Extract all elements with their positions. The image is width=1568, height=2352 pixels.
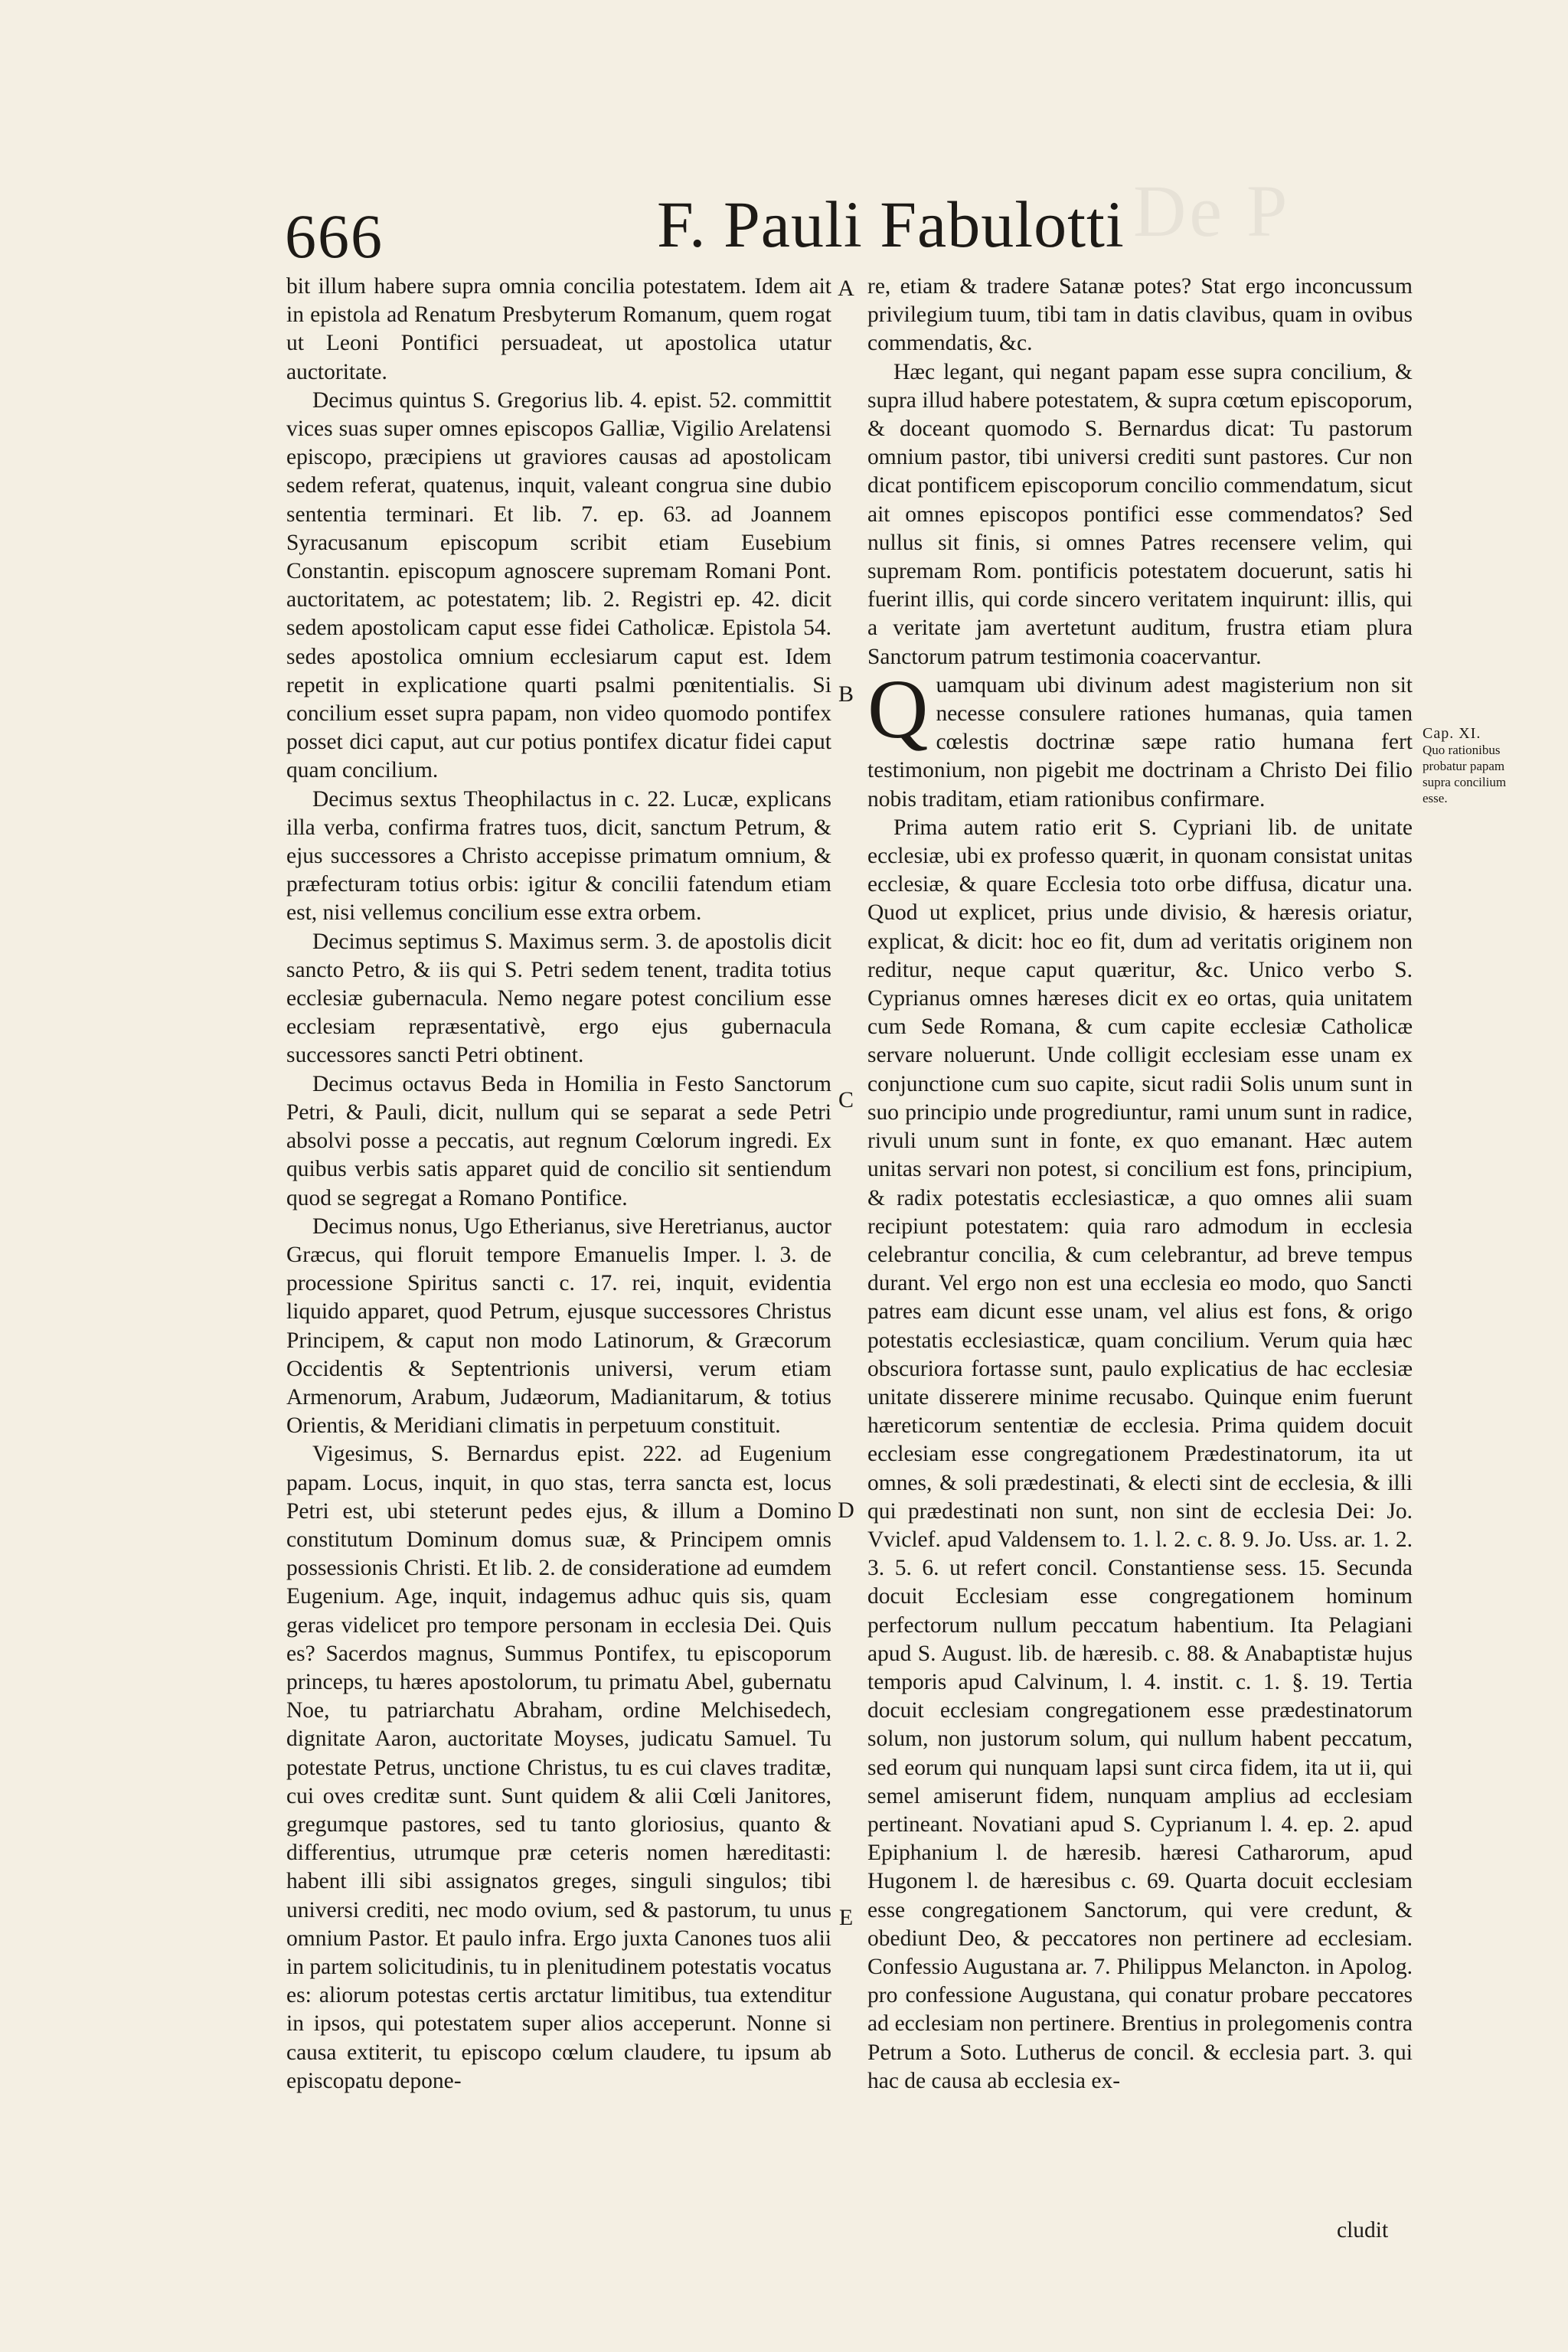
paragraph: Decimus octavus Beda in Homilia in Festo Sanctorum Petri, & Pauli, dicit, nullum qui se separat a sede Petri absolvi posse a peccatis, aut regnum Cœlorum ingredi. Ex quibus verbis satis apparet quid de concilio sit sentiendum quod se segregat a Romano Pontifice.	[286, 1071, 831, 1210]
left-column	[286, 273, 831, 2248]
running-head: F. Pauli Fabulotti	[657, 188, 1125, 261]
margin-letter-e: E	[838, 1905, 854, 1930]
right-column	[867, 273, 1413, 2248]
page-number: 666	[285, 201, 384, 271]
marginal-note-text: Quo rationibus probatur papam supra concilium esse.	[1423, 743, 1507, 805]
paragraph: Decimus nonus, Ugo Etherianus, sive Heretrianus, auctor Græcus, qui floruit tempore Emanuelis Imper. l. 3. de processione Spiritus sancti c. 17. rei, inquit, evidentia liquido apparet, quod Petrum, ejusque successores Christus Principem, & caput non modo Latinorum, & Græcorum Occidentis & Septentrionis universi, verum etiam Armenorum, Arabum, Judæorum, Madianitarum, & totius Orientis, & Meridiani climatis in perpetuum constituit.	[286, 1214, 831, 1439]
paragraph: re, etiam & tradere Satanæ potes? Stat ergo inconcussum privilegium tuum, tibi tam in datis clavibus, quam in ovibus commendatis, &c.	[867, 274, 1413, 356]
paragraph: bit illum habere supra omnia concilia potestatem. Idem ait in epistola ad Renatum Presbyterum Romanum, quem rogat ut Leoni Pontifici persuadeat, ut apostolica utatur auctoritate.	[286, 274, 831, 384]
marginal-note	[1423, 726, 1522, 806]
paragraph: Decimus septimus S. Maximus serm. 3. de apostolis dicit sancto Petro, & iis qui S. Petri sedem tenent, tradita totius ecclesiæ gubernacula. Nemo negare potest concilium esse ecclesiam repræsentativè, ergo ejus gubernacula successores sancti Petri obtinent.	[286, 929, 831, 1068]
margin-letter-d: D	[838, 1498, 854, 1523]
catchword: cludit	[1337, 2218, 1389, 2243]
marginal-note-title: Cap. XI.	[1423, 725, 1481, 742]
chapter-opening	[867, 662, 1413, 814]
paragraph: Vigesimus, S. Bernardus epist. 222. ad Eugenium papam. Locus, inquit, in quo stas, terra sancta est, locus Petri est, ubi steterunt pedes ejus, & illum a Domino constitutum Dominum domus suæ, & Principem omnis possessionis Christi. Et lib. 2. de consideratione ad eumdem Eugenium. Age, inquit, indagemus adhuc quis sis, quam geras videlicet pro tempore personam in ecclesia Dei. Quis es? Sacerdos magnus, Summus Pontifex, tu episcoporum princeps, tu hæres apostolorum, tu primatu Abel, gubernatu Noe, tu patriarchatu Abraham, ordine Melchisedech, dignitate Aaron, auctoritate Moyses, judicatu Samuel. Tu potestate Petrus, unctione Christus, tu es cui claves traditæ, cui oves creditæ sunt. Sunt quidem & alii Cœli Janitores, gregumque pastores, sed tu tanto gloriosius, quanto & differentius, utrumque præ ceteris nomen hæreditasti: habent illi sibi assignatos greges, singuli singulos; tibi universi crediti, nec modo ovium, sed & pastorum, tu unus omnium Pastor. Et paulo infra. Ergo juxta Canones tuos alii in partem solicitudinis, tu in plenitudinem potestatis vocatus es: aliorum potestas certis arctatur limitibus, tua extenditur in ipsos, qui potestatem super alios acceperunt. Nonne si causa extiterit, tu episcopo cœlum claudere, tu ipsum ab episcopatu depone-	[286, 1442, 831, 2093]
paragraph: Decimus quintus S. Gregorius lib. 4. epist. 52. committit vices suas super omnes episcopos Galliæ, Vigilio Arelatensi episcopo, præcipiens ut graviores causas ad apostolicam sedem referat, quatenus, inquit, valeant congrua sine dubio sententia terminari. Et lib. 7. ep. 63. ad Joannem Syracusanum episcopum scribit etiam Eusebium Constantin. episcopum agnoscere supremam Romani Pont. auctoritatem, ac potestatem; lib. 2. Registri ep. 42. dicit sedem apostolicam caput esse fidei Catholicæ. Epistola 54. sedes apostolica omnium ecclesiarum caput est. Idem repetit in explicatione quarti psalmi pœnitentialis. Si concilium esset supra papam, non video quomodo pontifex posset dici caput, aut cur potius pontifex dicatur fidei caput quam concilium.	[286, 387, 831, 783]
show-through-text: De P	[1133, 170, 1291, 252]
margin-letter-c: C	[838, 1087, 854, 1112]
paragraph: Decimus sextus Theophilactus in c. 22. Lucæ, explicans illa verba, confirma fratres tuos, dicit, sanctum Petrum, & ejus successores a Christo accepisse primatum omnium, & præfecturam totius orbis: igitur & concilii fatendum etiam est, nisi vellemus concilium esse extra orbem.	[286, 786, 831, 926]
paragraph: Prima autem ratio erit S. Cypriani lib. de unitate ecclesiæ, ubi ex professo quærit, in quonam consistat unitas ecclesiæ, & quare Ecclesia toto orbe diffusa, dicatur una. Quod ut explicet, prius unde divisio, & hæresis oriatur, explicat, & dicit: hoc eo fit, dum ad veritatis originem non reditur, neque caput quæritur, &c. Unico verbo S. Cyprianus omnes hæreses dicit ex eo ortas, quia unitatem cum Sede Romana, & cum capite ecclesiæ Catholicæ servare noluerunt. Unde colligit ecclesiam esse unam ex conjunctione cum suo capite, sicut radii Solis unum sunt in suo principio unde progrediuntur, rami unum sunt in radice, rivuli unum sunt in fonte, ex quo emanant. Hæc autem unitas servari non potest, si concilium est fons, principium, & radix potestatis ecclesiasticæ, a quo omnes alii suam recipiunt potestatem: quia raro admodum in ecclesia celebrantur concilia, & cum celebrantur, ad breve tempus durant. Vel ergo non est una ecclesia eo modo, quo Sancti patres eam dicunt esse unam, vel alius est fons, & origo potestatis ecclesiasticæ, quam concilium. Verum quia hæc obscuriora fortasse sunt, paulo explicatius de hac ecclesiæ unitate disserere minime recusabo. Quinque enim fuerunt hæreticorum sententiæ de ecclesia. Prima quidem docuit ecclesiam esse congregationem Prædestinatorum, ita ut omnes, & soli prædestinati, & electi sint de ecclesia, & illi qui prædestinati non sunt, non sint de ecclesia Dei: Jo. Vviclef. apud Valdensem to. 1. l. 2. c. 8. 9. Jo. Uss. ar. 1. 2. 3. 5. 6. ut refert concil. Constantiense sess. 15. Secunda docuit Ecclesiam esse congregationem hominum perfectorum nullum peccatum habentium. Ita Pelagiani apud S. August. lib. de hæresib. c. 88. & Anabaptistæ hujus temporis apud Calvinum, l. 4. instit. c. 1. §. 19. Tertia docuit ecclesiam congregationem esse prædestinatorum solum, non justorum solum, qui nullum habent peccatum, sed eorum qui nunquam lapsi sunt circa fidem, ita ut ii, qui semel amiserunt fidem, nunquam amplius ad ecclesiam pertineant. Novatiani apud S. Cyprianum l. 4. ep. 2. apud Epiphanium l. de hæresib. hæresi Catharorum, apud Hugonem l. de hæresibus c. 69. Quarta docuit ecclesiam esse congregationem Sanctorum, qui vere credunt, & obediunt Deo, & peccatores non pertinere ad ecclesiam. Confessio Augustana ar. 7. Philippus Melancton. in Apolog. pro confessione Augustana, qui conatur probare peccatores ad ecclesiam non pertinere. Brentius in prolegomenis contra Petrum a Soto. Lutherus de concil. & ecclesia part. 3. qui hac de causa ab ecclesia ex-	[867, 815, 1413, 2093]
chapter-opening-text: uamquam ubi divinum adest magisterium non sit necesse consulere rationes humanas, quia tamen cœlestis doctrinæ sæpe ratio humana fert testimonium, non pigebit me doctrinam a Christo Dei filio nobis traditam, etiam rationibus confirmare.	[867, 672, 1413, 812]
margin-letter-a: A	[838, 276, 854, 301]
drop-cap: Q	[867, 662, 929, 756]
margin-letter-b: B	[838, 681, 854, 707]
paragraph: Hæc legant, qui negant papam esse supra concilium, & supra illud habere potestatem, & supra cœtum episcoporum, & doceant quomodo S. Bernardus dicat: Tu pastorum omnium pastor, tibi universi crediti sunt pastores. Cur non dicat pontificem episcoporum concilio commendatum, sicut ait omnes episcopos pontifici esse commendatos? Sed nullus sit finis, si omnes Patres recensere velim, qui supremam Rom. pontificis potestatem docuerunt, satis hi fuerint illis, qui corde sincero veritatem inquirunt: illis, qui a veritate jam avertetunt auditum, frustra etiam plura Sanctorum patrum testimonia coacervantur.	[867, 359, 1413, 669]
